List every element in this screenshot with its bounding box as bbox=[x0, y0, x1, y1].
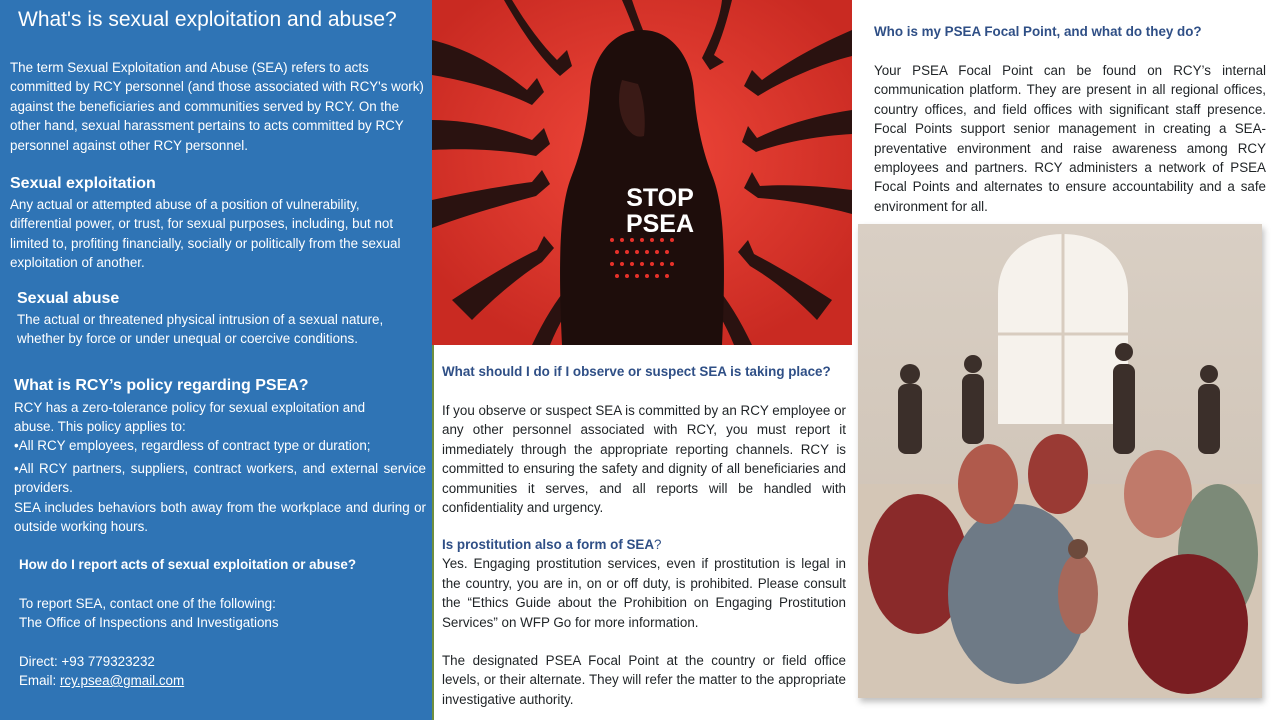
observe-heading: What should I do if I observe or suspect SEA is taking place? bbox=[442, 364, 831, 379]
report-intro: To report SEA, contact one of the following: bbox=[19, 596, 276, 611]
sexual-exploitation-heading: Sexual exploitation bbox=[10, 175, 156, 192]
community-illustration bbox=[858, 224, 1262, 698]
policy-scope-text: SEA includes behaviors both away from the workplace and during or outside working hours. bbox=[14, 500, 426, 535]
focal-point-heading: Who is my PSEA Focal Point, and what do they do? bbox=[874, 24, 1202, 39]
direct-label: Direct: bbox=[19, 654, 62, 669]
prostitution-text: Yes. Engaging prostitution services, even if prostitution is legal in the country, you are in, on or off duty, is prohibited. Please consult the “Ethics Guide about the Prohibition on Engaging Prostitution Services” on WFP Go for more information. bbox=[442, 556, 846, 630]
report-heading: How do I report acts of sexual exploitation or abuse? bbox=[19, 557, 357, 572]
prostitution-section bbox=[442, 535, 846, 709]
community-scene bbox=[858, 224, 1262, 698]
focal-point-text: Your PSEA Focal Point can be found on RCY’s internal communication platform. They are present in all regional offices, country offices, and field offices with significant staff presence. Focal Points support senior management in creating a SEA-preventative environment and raise awareness among RCY employees and partners. RCY administers a network of PSEA Focal Points and alternates to ensure accountability and a safe environment for all. bbox=[874, 63, 1266, 214]
poster-illustration bbox=[432, 0, 852, 345]
sexual-exploitation-text: Any actual or attempted abuse of a position of vulnerability, differential power, or trust, for sexual purposes, including, but not limited to, profiting financially, socially or politically from the sexual exploitation of another. bbox=[10, 197, 401, 271]
prostitution-question-mark: ? bbox=[654, 537, 662, 552]
sexual-abuse-heading: Sexual abuse bbox=[17, 290, 120, 307]
email-contact bbox=[19, 671, 184, 690]
direct-phone bbox=[19, 652, 155, 671]
focal-point-section bbox=[874, 22, 1266, 216]
policy-bullet-partners: •All RCY partners, suppliers, contract workers, and external service providers. bbox=[14, 461, 426, 496]
poster-stop-text: STOP bbox=[626, 184, 694, 212]
focal-point-report-text: The designated PSEA Focal Point at the country or field office levels, or their alternate. They will refer the matter to the appropriate investigative authority. bbox=[442, 653, 846, 707]
sexual-abuse-text: The actual or threatened physical intrusion of a sexual nature, whether by force or under unequal or coercive conditions. bbox=[17, 312, 384, 347]
report-office: The Office of Inspections and Investigations bbox=[19, 615, 279, 630]
policy-heading: What is RCY’s policy regarding PSEA? bbox=[14, 377, 309, 394]
direct-phone-value: +93 779323232 bbox=[61, 654, 155, 669]
email-link[interactable]: rcy.psea@gmail.com bbox=[59, 673, 185, 688]
observe-text: If you observe or suspect SEA is committed by an RCY employee or any other personnel associated with RCY, you must report it immediately through the appropriate reporting channels. RCY is committed to ensuring the safety and dignity of all beneficiaries and communities it serves, and all reports will be handled with confidentiality and urgency. bbox=[442, 403, 846, 516]
sea-definition-text: The term Sexual Exploitation and Abuse (SEA) refers to acts committed by RCY personnel (and those associated with RCY's work) against the beneficiaries and communities served by RCY. On the other hand, sexual harassment pertains to acts committed by RCY personnel against other RCY personnel. bbox=[10, 60, 424, 153]
left-info-panel bbox=[0, 0, 432, 720]
prostitution-heading: Is prostitution also a form of SEA bbox=[442, 537, 655, 552]
poster-psea-text: PSEA bbox=[625, 210, 695, 238]
prostitution-heading-line bbox=[442, 535, 846, 554]
policy-text: RCY has a zero-tolerance policy for sexual exploitation and abuse. This policy applies to: bbox=[14, 400, 366, 435]
column-divider bbox=[432, 345, 434, 720]
email-label: Email: bbox=[19, 673, 60, 688]
stop-psea-poster bbox=[432, 0, 852, 345]
policy-bullet-employees: •All RCY employees, regardless of contract type or duration; bbox=[14, 438, 371, 453]
page-title: What's is sexual exploitation and abuse? bbox=[18, 8, 397, 31]
observe-section bbox=[442, 362, 846, 517]
